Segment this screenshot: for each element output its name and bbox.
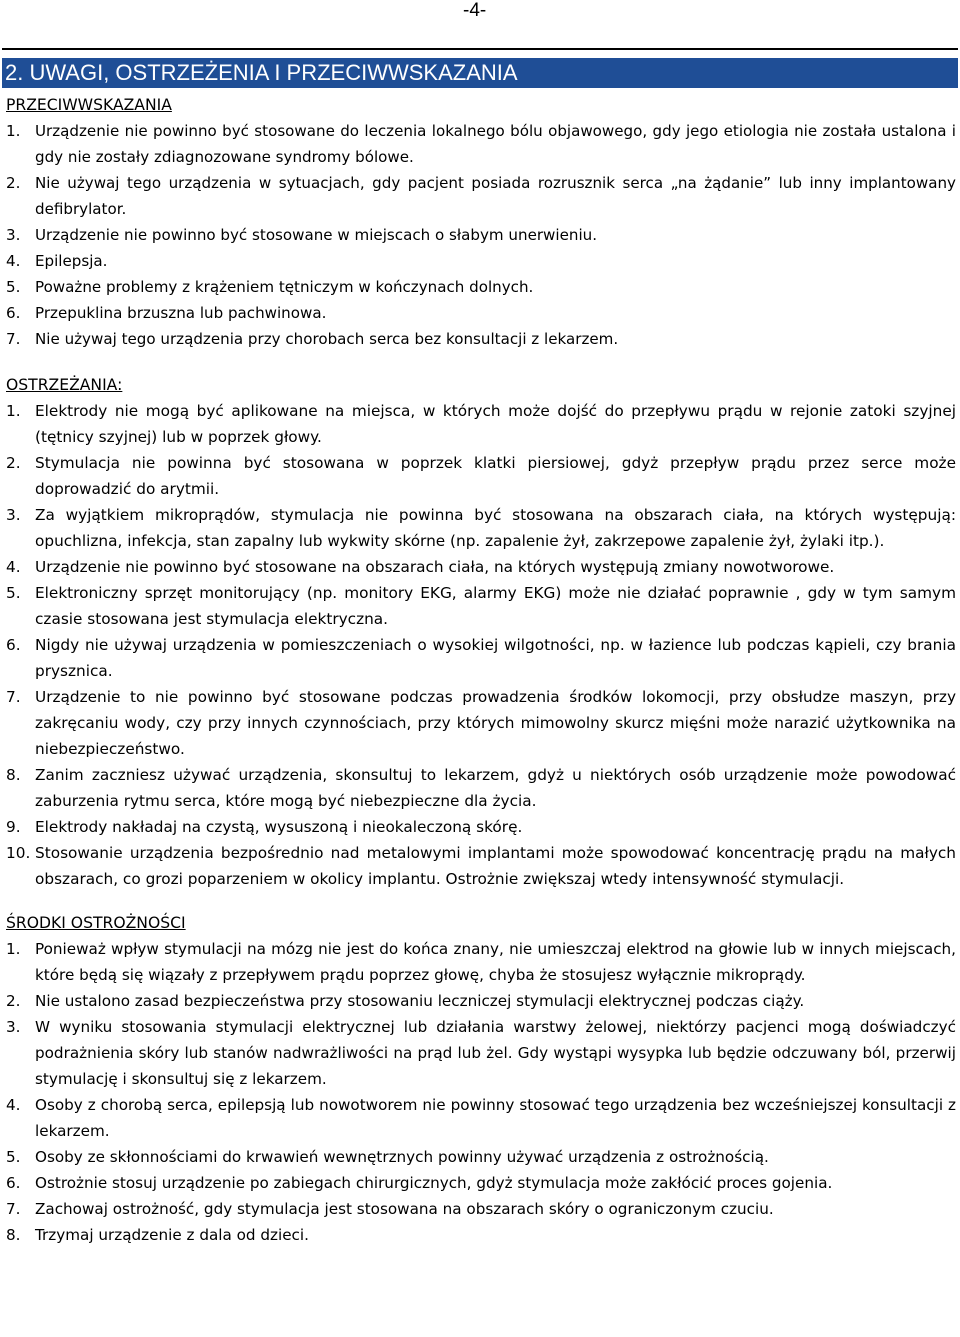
list-item [6,1144,956,1170]
item-text: Osoby z chorobą serca, epilepsją lub nowotworem nie powinny stosować tego urządzenia bez wcześniejszej konsultacji z lekarzem. [35,1096,956,1140]
item-text: Stosowanie urządzenia bezpośrednio nad metalowymi implantami może spowodować koncentrację prądu na małych obszarach, co grozi poparzeniem w okolicy implantu. Ostrożnie zwiększaj wtedy intensywność stymulacji. [35,844,956,888]
list-item [6,1092,956,1144]
item-number: 6. [6,304,21,322]
precautions-heading: ŚRODKI OSTROŻNOŚCI [6,914,186,932]
item-number: 7. [6,688,21,706]
item-number: 4. [6,558,21,576]
item-number: 6. [6,1174,21,1192]
item-text: Stymulacja nie powinna być stosowana w poprzek klatki piersiowej, gdyż przepływ prądu przez serce może doprowadzić do arytmii. [35,454,956,498]
warnings-section [6,372,956,892]
section-spacer [6,352,956,372]
item-number: 5. [6,278,21,296]
item-text: Ponieważ wpływ stymulacji na mózg nie jest do końca znany, nie umieszczaj elektrod na głowie lub w innych miejscach, które będą się wiązały z przepływem prądu poprzez głowę, chyba że stosujesz wyłącznie mikroprądy. [35,940,956,984]
item-text: Nie używaj tego urządzenia w sytuacjach, gdy pacjent posiada rozrusznik serca „na żądanie” lub inny implantowany defibrylator. [35,174,956,218]
item-number: 1. [6,122,21,140]
section-spacer [6,892,956,910]
list-item [6,300,956,326]
item-number: 9. [6,818,21,836]
item-text: Zachowaj ostrożność, gdy stymulacja jest stosowana na obszarach skóry o ograniczonym czuciu. [35,1200,774,1218]
list-item [6,1170,956,1196]
item-text: Zanim zaczniesz używać urządzenia, skonsultuj to lekarzem, gdyż u niektórych osób urządzenie może powodować zaburzenia rytmu serca, które mogą być niebezpieczne dla życia. [35,766,956,810]
list-item [6,580,956,632]
item-number: 4. [6,1096,21,1114]
list-item [6,1222,956,1248]
item-text: Nie ustalono zasad bezpieczeństwa przy stosowaniu leczniczej stymulacji elektrycznej podczas ciąży. [35,992,805,1010]
list-item [6,274,956,300]
item-number: 3. [6,1018,21,1036]
list-item [6,1196,956,1222]
item-text: Trzymaj urządzenie z dala od dzieci. [35,1226,309,1244]
document-body [6,92,956,1248]
item-number: 2. [6,454,21,472]
item-number: 10. [6,844,31,862]
item-number: 5. [6,1148,21,1166]
list-item [6,326,956,352]
list-item [6,554,956,580]
page-number: -4- [463,0,487,21]
precautions-list [6,936,956,1248]
list-item [6,762,956,814]
contraindications-list [6,118,956,352]
item-text: Za wyjątkiem mikroprądów, stymulacja nie powinna być stosowana na obszarach ciała, na których występują: opuchlizna, infekcja, stan zapalny lub wykwity skórne (np. zapalenie żył, zakrzepowe zapalenie żył, żylaki itp.). [35,506,956,550]
list-item [6,840,956,892]
contraindications-heading: PRZECIWWSKAZANIA [6,96,172,114]
item-number: 2. [6,992,21,1010]
item-number: 2. [6,174,21,192]
item-text: Urządzenie nie powinno być stosowane w miejscach o słabym unerwieniu. [35,226,598,244]
item-number: 3. [6,506,21,524]
list-item [6,936,956,988]
item-text: W wyniku stosowania stymulacji elektrycznej lub działania warstwy żelowej, niektórzy pacjenci mogą doświadczyć podrażnienia skóry lub stanów nadwrażliwości na prąd lub żel. Gdy wystąpi wysypka lub będzie odczuwany ból, przerwij stymulację i skonsultuj się z lekarzem. [35,1018,956,1088]
item-text: Ostrożnie stosuj urządzenie po zabiegach chirurgicznych, gdyż stymulacja może zakłócić proces gojenia. [35,1174,833,1192]
precautions-section [6,910,956,1248]
list-item [6,398,956,450]
item-text: Przepuklina brzuszna lub pachwinowa. [35,304,327,322]
header-rule [2,48,958,50]
list-item [6,118,956,170]
item-text: Elektrody nie mogą być aplikowane na miejsca, w których może dojść do przepływu prądu w rejonie zatoki szyjnej (tętnicy szyjnej) lub w poprzek głowy. [35,402,956,446]
contraindications-section [6,92,956,352]
list-item [6,502,956,554]
item-number: 1. [6,940,21,958]
item-number: 8. [6,1226,21,1244]
item-text: Epilepsja. [35,252,108,270]
item-text: Nigdy nie używaj urządzenia w pomieszczeniach o wysokiej wilgotności, np. w łazience lub podczas kąpieli, czy brania prysznica. [35,636,956,680]
item-text: Poważne problemy z krążeniem tętniczym w kończynach dolnych. [35,278,534,296]
item-number: 8. [6,766,21,784]
list-item [6,814,956,840]
item-number: 7. [6,1200,21,1218]
item-text: Nie używaj tego urządzenia przy chorobach serca bez konsultacji z lekarzem. [35,330,619,348]
list-item [6,684,956,762]
warnings-list [6,398,956,892]
item-text: Elektrody nakładaj na czystą, wysuszoną i nieokaleczoną skórę. [35,818,523,836]
list-item [6,170,956,222]
list-item [6,1014,956,1092]
item-text: Elektroniczny sprzęt monitorujący (np. monitory EKG, alarmy EKG) może nie działać poprawnie , gdy w tym samym czasie stosowana jest stymulacja elektryczna. [35,584,956,628]
item-number: 1. [6,402,21,420]
item-text: Urządzenie to nie powinno być stosowane podczas prowadzenia środków lokomocji, przy obsłudze maszyn, przy zakręcaniu wody, czy przy innych czynnościach, przy których mimowolny skurcz mięśni może narazić użytkownika na niebezpieczeństwo. [35,688,956,758]
list-item [6,222,956,248]
item-number: 3. [6,226,21,244]
item-text: Urządzenie nie powinno być stosowane do leczenia lokalnego bólu objawowego, gdy jego etiologia nie została ustalona i gdy nie zostały zdiagnozowane syndromy bólowe. [35,122,956,166]
item-number: 7. [6,330,21,348]
list-item [6,248,956,274]
item-text: Osoby ze skłonnościami do krwawień wewnętrznych powinny używać urządzenia z ostrożnością. [35,1148,769,1166]
list-item [6,632,956,684]
section-banner: 2. UWAGI, OSTRZEŻENIA I PRZECIWWSKAZANIA [2,58,958,88]
item-number: 5. [6,584,21,602]
item-text: Urządzenie nie powinno być stosowane na obszarach ciała, na których występują zmiany nowotworowe. [35,558,835,576]
warnings-heading: OSTRZEŻANIA: [6,376,123,394]
list-item [6,450,956,502]
item-number: 6. [6,636,21,654]
list-item [6,988,956,1014]
item-number: 4. [6,252,21,270]
